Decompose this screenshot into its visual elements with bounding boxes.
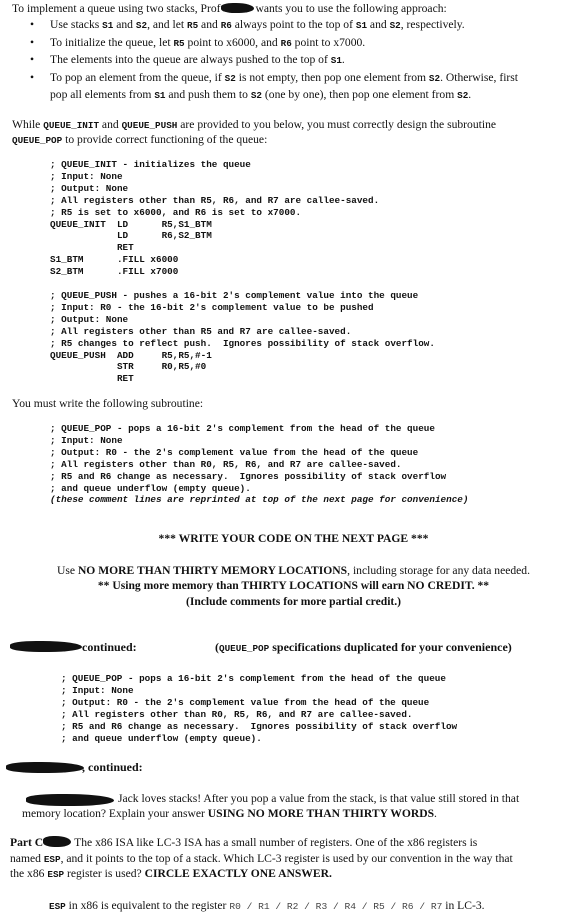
register-name: S2: [428, 73, 441, 84]
bullet-item: [30, 18, 465, 31]
bullet-text: and: [113, 18, 136, 31]
queue-pop-code: [50, 423, 468, 506]
code-line: QUEUE_INIT LD R5,S1_BTM: [50, 218, 212, 230]
bullet-text: , and let: [147, 18, 187, 31]
code-line: ; All registers other than R5 and R7 are callee-saved.: [50, 325, 352, 337]
text: to provide correct functioning of the queue:: [62, 133, 268, 146]
question-x86: [10, 836, 477, 849]
queue-push-name: QUEUE_PUSH: [121, 120, 178, 131]
bullet-text: is not empty, then pop one element from: [235, 71, 429, 84]
text: The x86 ISA like LC-3 ISA has a small number of registers. One of the x86 registers is: [74, 836, 478, 849]
text: and: [99, 118, 122, 131]
code-line: ; and queue underflow (empty queue).: [50, 482, 251, 494]
redaction-mark: [43, 836, 71, 847]
bullet-text: point to x7000.: [291, 36, 366, 49]
code-line: ; All registers other than R0, R5, R6, and R7 are callee-saved.: [61, 708, 413, 720]
code-line: ; Input: None: [61, 684, 134, 696]
code-line: ; QUEUE_INIT - initializes the queue: [50, 159, 251, 170]
text: , and it points to the top of a stack. Which LC-3 register is used by our convention in the way that: [60, 852, 513, 865]
bullet-dot-icon: •: [30, 36, 35, 49]
bullet-dot-icon: •: [30, 18, 35, 31]
bullet-text: The elements into the queue are always pushed to the top of: [50, 53, 331, 66]
text: the x86: [10, 867, 48, 880]
register-name: R6: [280, 38, 292, 49]
register-name: R5: [186, 20, 199, 31]
queue-init-name: QUEUE_INIT: [43, 120, 100, 131]
bullet-dot-icon: •: [30, 53, 35, 66]
intro-line: [12, 2, 447, 15]
code-line: S1_BTM .FILL x6000: [50, 254, 179, 266]
bullet-text: always point to the top of: [231, 18, 356, 31]
bullet-text: pop all elements from: [50, 88, 155, 101]
queue-init-code: [50, 159, 379, 278]
text: .: [434, 807, 437, 820]
word-limit-emphasis: USING NO MORE THAN THIRTY WORDS: [207, 807, 435, 820]
bullet-text: .: [468, 88, 472, 101]
code-line: LD R6,S2_BTM: [50, 230, 212, 242]
code-line: ; All registers other than R0, R5, R6, and R7 are callee-saved.: [50, 458, 402, 470]
text: memory location? Explain your answer: [22, 807, 208, 820]
instructions-paragraph-line2: [12, 133, 267, 146]
bullet-item: [30, 71, 518, 84]
bullet-text: point to x6000, and: [184, 36, 281, 49]
code-line: ; R5 changes to reflect push. Ignores possibility of stack overflow.: [50, 337, 435, 349]
code-line: RET: [50, 242, 134, 254]
code-line: (these comment lines are reprinted at top of the next page for convenience): [50, 494, 469, 506]
queue-push-code: [50, 290, 435, 385]
register-name: R6: [220, 20, 232, 31]
code-line: RET: [50, 373, 134, 385]
register-name: S1: [102, 20, 114, 31]
bullet-item: [30, 53, 345, 66]
text: , including storage for any data needed.: [347, 564, 530, 577]
esp-register-name: ESP: [47, 869, 65, 880]
intro-text-start: To implement a queue using two stacks, Prof: [12, 2, 221, 15]
bullet-text: and push them to: [165, 88, 251, 101]
code-line: ; QUEUE_PUSH - pushes a 16-bit 2's complement value into the queue: [50, 290, 419, 301]
code-line: ; Output: R0 - the 2's complement value from the head of the queue: [50, 446, 419, 458]
memory-limit-warning: ** Using more memory than THIRTY LOCATIONS will earn NO CREDIT. **: [97, 579, 490, 592]
code-line: ; QUEUE_POP - pops a 16-bit 2's complement from the head of the queue: [61, 673, 446, 684]
code-line: ; R5 is set to x6000, and R6 is set to x7000.: [50, 206, 302, 218]
queue-pop-name: QUEUE_POP: [12, 135, 63, 146]
register-name: S2: [250, 90, 263, 101]
bullet-dot-icon: •: [30, 71, 35, 84]
code-line: ; Input: None: [50, 434, 123, 446]
code-line: ; All registers other than R5, R6, and R7 are callee-saved.: [50, 194, 380, 206]
register-name: S1: [330, 55, 342, 66]
answer-line: [49, 899, 485, 912]
code-line: ; and queue underflow (empty queue).: [61, 732, 262, 744]
redaction-mark: [10, 641, 82, 652]
redaction-mark: [6, 762, 84, 773]
text: named: [10, 852, 44, 865]
bullet-text: , respectively.: [400, 18, 465, 31]
memory-limit-line1: [0, 564, 587, 577]
register-name: S2: [224, 73, 236, 84]
code-line: STR R0,R5,#0: [50, 361, 207, 373]
text: specifications duplicated for your convenience): [269, 640, 512, 654]
redaction-mark: [26, 794, 114, 806]
esp-register-name: ESP: [43, 854, 61, 865]
queue-pop-name: QUEUE_POP: [219, 643, 270, 654]
text: While: [12, 118, 44, 131]
bullet-item: [30, 36, 365, 49]
text: are provided to you below, you must correctly design the subroutine: [177, 118, 497, 131]
redaction-mark: [221, 3, 254, 13]
text: (: [215, 640, 219, 654]
bullet-text: and: [198, 18, 221, 31]
question-x86-line2: [10, 852, 513, 865]
code-line: ; Input: R0 - the 16-bit 2's complement value to be pushed: [50, 301, 374, 313]
spec-duplicated-note: [215, 640, 512, 655]
text: in LC-3.: [442, 899, 485, 912]
code-line: ; Output: None: [50, 313, 129, 325]
bullet-text: . Otherwise, first: [440, 71, 519, 84]
esp-register-name: ESP: [49, 901, 66, 912]
comments-note: (Include comments for more partial credit.): [185, 595, 402, 608]
bullet-text: and: [367, 18, 390, 31]
code-line: ; Output: R0 - the 2's complement value from the head of the queue: [61, 696, 430, 708]
bullet-text: To pop an element from the queue, if: [50, 71, 225, 84]
code-line: ; Output: None: [50, 182, 129, 194]
code-line: S2_BTM .FILL x7000: [50, 266, 179, 278]
instructions-paragraph: [12, 118, 496, 131]
text: Use: [57, 564, 78, 577]
circle-instruction: CIRCLE EXACTLY ONE ANSWER.: [144, 867, 332, 880]
part-label: Part C: [10, 836, 44, 849]
register-name: S1: [355, 20, 368, 31]
code-line: ; Input: None: [50, 170, 123, 182]
bullet-text: Use stacks: [50, 18, 103, 31]
text: register is used?: [64, 867, 145, 880]
question-stack-text-line2: [22, 807, 437, 820]
register-name: S1: [154, 90, 166, 101]
bullet-text: (one by one), then pop one element from: [262, 88, 458, 101]
memory-limit-emphasis: NO MORE THAN THIRTY MEMORY LOCATIONS: [77, 564, 348, 577]
question-stack-text: Jack loves stacks! After you pop a value from the stack, is that value still stored in that: [118, 792, 520, 805]
register-name: S2: [135, 20, 148, 31]
code-line: ; R5 and R6 change as necessary. Ignores possibility of stack overflow: [61, 720, 458, 732]
question-x86-line3: [10, 867, 332, 880]
register-name: S2: [389, 20, 401, 31]
intro-text-end: wants you to use the following approach:: [255, 2, 447, 15]
code-line: QUEUE_PUSH ADD R5,R5,#-1: [50, 349, 212, 361]
write-subroutine-label: You must write the following subroutine:: [12, 397, 204, 410]
continued-label-2: , continued:: [82, 760, 143, 774]
write-code-next-page: *** WRITE YOUR CODE ON THE NEXT PAGE ***: [158, 532, 429, 545]
bullet-text: .: [341, 53, 345, 66]
code-line: ; QUEUE_POP - pops a 16-bit 2's complement from the head of the queue: [50, 423, 435, 434]
code-line: ; R5 and R6 change as necessary. Ignores possibility of stack overflow: [50, 470, 447, 482]
continued-label: continued:: [82, 640, 137, 654]
queue-pop-spec-copy: [61, 673, 457, 744]
text: in x86 is equivalent to the register: [65, 899, 230, 912]
register-choices[interactable]: R0 / R1 / R2 / R3 / R4 / R5 / R6 / R7: [229, 901, 443, 912]
register-name: S2: [457, 90, 469, 101]
bullet-text: To initialize the queue, let: [50, 36, 174, 49]
register-name: R5: [173, 38, 185, 49]
bullet-item: [30, 88, 471, 101]
